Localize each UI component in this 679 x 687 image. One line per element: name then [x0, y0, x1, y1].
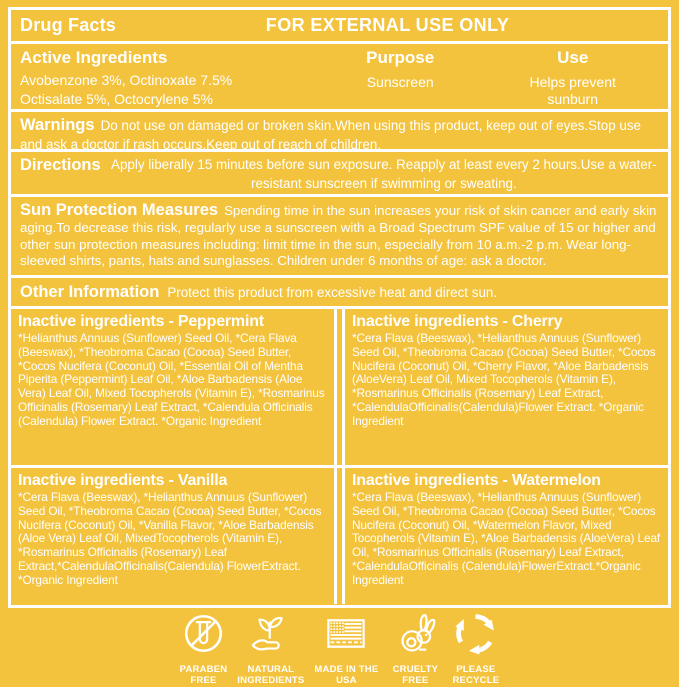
inactive-ingredients-row-1 [11, 306, 668, 465]
cruelty-free-rabbit-icon [388, 610, 442, 662]
paraben-free-icon [180, 610, 227, 662]
badge-label: CRUELTY FREE [392, 664, 439, 687]
inactive-peppermint-text: *Helianthus Annuus (Sunflower) Seed Oil, *Cera Flava (Beeswax), *Theobroma Cacao (Cocoa) Seed Butter, *Cocos Nucifera (Coconut) Oil, *Essential Oil of Mentha Piperita (Peppermint) Leaf Oil, *Aloe Barbadensis (Aloe Vera) Leaf Oil, Mixed Tocopherols (Vitamin E), *Rosmarinus Officinalis (Rosemary) Leaf Extract, *Calendula Officinalis (Calendula) Flower Extract. *Organic Ingredient [18, 331, 325, 428]
other-information-header: Other Information [20, 283, 160, 301]
purpose-header: Purpose [366, 48, 435, 67]
certification-badges-row [0, 610, 679, 687]
warnings-text: Do not use on damaged or broken skin.When using this product, keep out of eyes.Stop use and ask a doctor if rash occurs.Keep out of reach of children. [20, 118, 641, 153]
directions-row [11, 149, 668, 194]
warnings-header: Warnings [20, 116, 95, 134]
inactive-watermelon-header: Inactive ingredients - Watermelon [352, 472, 601, 489]
badge-natural-ingredients [237, 610, 304, 687]
inactive-vanilla-header: Inactive ingredients - Vanilla [18, 472, 228, 489]
badge-cruelty-free [388, 610, 442, 687]
active-ingredients-line-2: Octisalate 5%, Octocrylene 5% [20, 90, 213, 107]
badge-label: NATURAL INGREDIENTS [237, 664, 305, 687]
active-ingredients-row [11, 41, 668, 109]
directions-text: Apply liberally 15 minutes before sun exposure. Reapply at least every 2 hours.Use a water-resistant sunscreen if swimming or sweating. [111, 157, 657, 191]
badge-label: MADE IN THE USA [314, 664, 379, 687]
inactive-panel-watermelon [342, 468, 668, 604]
inactive-peppermint-header: Inactive ingredients - Peppermint [18, 313, 264, 330]
sun-protection-text: Spending time in the sun increases your risk of skin cancer and early skin aging.To decrease this risk, regularly use a sunscreen with a Broad Spectrum SPF value of 15 or higher and other sun protection measures including: limit time in the sun, especially from 10 a.m.-2 p.m. Wear long-sleeved shirts, pants, hats and sunglasses. Children under 6 months of age: ask a doctor. [20, 203, 657, 268]
external-use-warning: FOR EXTERNAL USE ONLY [265, 15, 510, 35]
header-row [11, 10, 668, 41]
other-information-text: Protect this product from excessive heat and direct sun. [167, 285, 498, 300]
badge-label: PLEASE RECYCLE [452, 664, 500, 687]
inactive-ingredients-row-2 [11, 465, 668, 604]
badge-made-in-usa [314, 610, 378, 687]
use-header: Use [557, 48, 589, 67]
other-information-row [11, 275, 668, 306]
drug-facts-title: Drug Facts [20, 15, 117, 35]
use-value: Helps prevent sunburn [529, 74, 616, 107]
badge-please-recycle [452, 610, 499, 687]
sun-protection-row [11, 194, 668, 275]
purpose-column [314, 48, 487, 107]
inactive-panel-cherry [342, 309, 668, 465]
drug-facts-panel [8, 7, 671, 608]
directions-header: Directions [20, 156, 101, 174]
inactive-vanilla-text: *Cera Flava (Beeswax), *Helianthus Annuus (Sunflower) Seed Oil, *Theobroma Cacao (Cocoa) Seed Butter, *Cocos Nucifera (Coconut) Oil, *Vanilla Flavor, *Aloe Barbadensis (Aloe Vera) Leaf Oil, MixedTocopherols (Vitamin E), *Rosmarinus Officinalis (Rosemary) Leaf Extract,*CalendulaOfficinalis(Calendula) FlowerExtract. *Organic Ingredient [18, 490, 322, 587]
inactive-panel-vanilla [11, 468, 337, 604]
active-ingredients-line-1: Avobenzone 3%, Octinoxate 7.5% [20, 72, 233, 88]
badge-paraben-free [180, 610, 228, 687]
active-ingredients-column [20, 48, 314, 107]
inactive-cherry-text: *Cera Flava (Beeswax), *Helianthus Annuus (Sunflower) Seed Oil, *Theobroma Cacao (Cocoa) Seed Butter, *Cocos Nucifera (Coconut) Oil, *Cherry Flavor, *Aloe Barbadensis (AloeVera) Leaf Oil, Mixed Tocopherols (Vitamin E), *Rosmarinus Officinalis (Rosemary) Leaf Extract, *CalendulaOfficinalis(Calendula)Flower Extract. *Organic Ingredient [352, 331, 656, 428]
inactive-panel-peppermint [11, 309, 337, 465]
inactive-cherry-header: Inactive ingredients - Cherry [352, 313, 563, 330]
sun-protection-header: Sun Protection Measures [20, 201, 219, 219]
natural-ingredients-icon [247, 610, 294, 662]
active-ingredients-header: Active Ingredients [20, 48, 168, 67]
warnings-row [11, 109, 668, 153]
recycle-icon [452, 610, 499, 662]
made-in-usa-flag-icon [320, 610, 372, 662]
badge-label: PARABEN FREE [179, 664, 228, 687]
use-column [486, 48, 659, 107]
inactive-watermelon-text: *Cera Flava (Beeswax), *Helianthus Annuus (Sunflower) Seed Oil, *Theobroma Cacao (Cocoa) Seed Butter, *Cocos Nucifera (Coconut) Oil, *Watermelon Flavor, Mixed Tocopherols (Vitamin E), *Aloe Barbadensis (AloeVera) Leaf Oil, *Rosmarinus Officinalis (Rosemary) Leaf Extract, *CalendulaOfficinalis (Calendula)FlowerExtract.*Organic Ingredient [352, 490, 661, 587]
purpose-value: Sunscreen [366, 74, 434, 90]
